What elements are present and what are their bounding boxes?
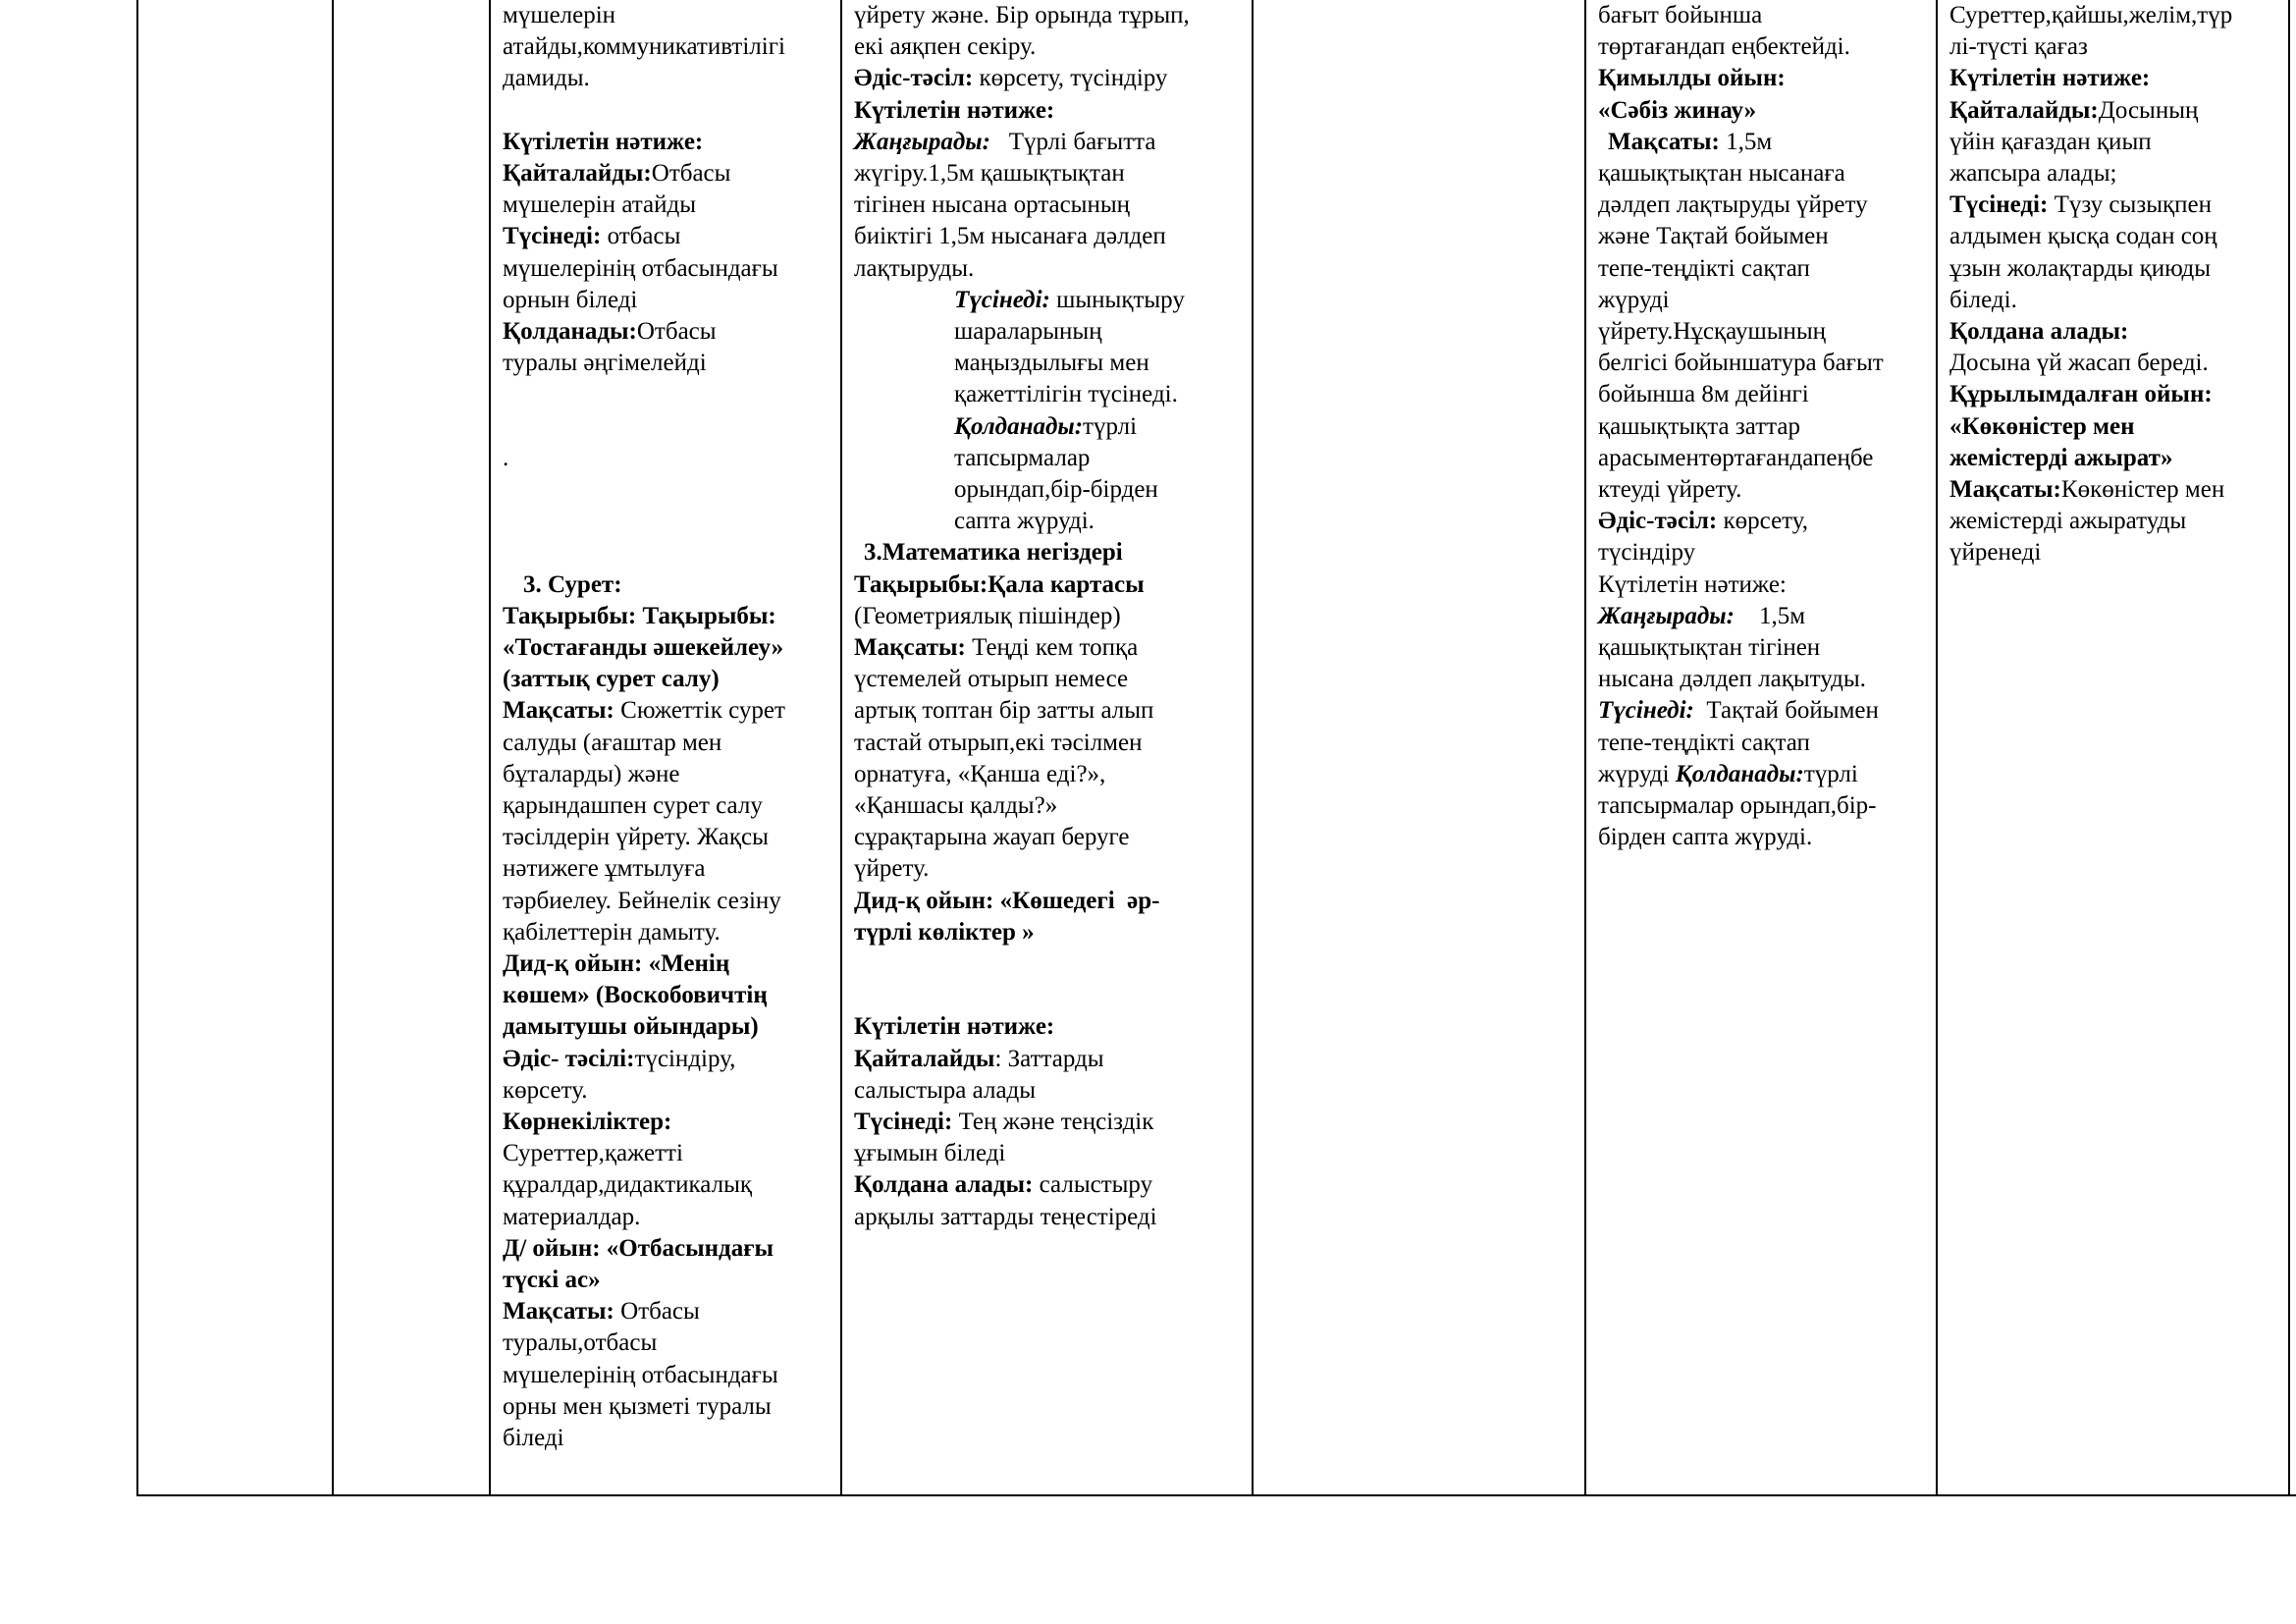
lesson-plan-table xyxy=(136,0,2296,1496)
understand-label: Түсінеді: xyxy=(854,1109,953,1136)
result-heading: Күтілетін нәтиже: xyxy=(854,96,1055,124)
text-line: ктеуді үйрету. xyxy=(1598,476,1742,504)
text-line: көрсету, xyxy=(1717,508,1809,535)
text-line: дәлдеп лақтыруды үйрету xyxy=(1598,191,1868,219)
text-line: бұталарды) және xyxy=(503,760,680,787)
understand-label: Түсінеді: xyxy=(954,286,1050,313)
method-label: Әдіс-тәсіл: xyxy=(1598,508,1718,535)
text-line: тастай отырып,екі тәсілмен xyxy=(854,729,1143,756)
text-line: үйренеді xyxy=(1949,539,2042,567)
text-line: мүшелерінің отбасындағы xyxy=(503,254,778,282)
text-line: үйін қағаздан қиып xyxy=(1949,128,2152,155)
text-line: төртағандап еңбектейді. xyxy=(1598,33,1850,61)
text-line: тәрбиелеу. Бейнелік сезіну xyxy=(503,887,781,914)
repeat-label: Қайталайды: xyxy=(1949,96,2099,124)
text-line: ұғымын біледі xyxy=(854,1140,1006,1167)
goal-label: Мақсаты: xyxy=(503,697,614,725)
text-line: артық топтан бір затты алып xyxy=(854,697,1154,725)
text-line: жапсыра алады; xyxy=(1949,160,2117,188)
text-line: (Геометриялық пішіндер) xyxy=(854,602,1121,629)
understand-label: Түсінеді: xyxy=(503,223,602,250)
text-line: бойынша 8м дейінгі xyxy=(1598,381,1809,408)
art-heading: 3. Сурет: xyxy=(523,570,622,598)
apply-label: Қолдана алады: xyxy=(854,1171,1034,1199)
goal-label: Мақсаты: xyxy=(503,1298,614,1326)
text-line: Тең және теңсіздік xyxy=(952,1109,1154,1136)
text-line: Дид-қ ойын: «Менің xyxy=(503,950,730,977)
text-line: мүшелерін xyxy=(503,2,616,28)
empty-cell-1 xyxy=(137,0,333,1495)
text-line: салыстыру xyxy=(1033,1171,1153,1199)
text-line: лі-түсті қағаз xyxy=(1949,33,2088,61)
text-line: лақтыруды. xyxy=(854,254,975,282)
text-line: нысана дәлдеп лақытуды. xyxy=(1598,666,1866,693)
text-line: Көкөністер мен xyxy=(2060,476,2225,504)
text-line: қашықтықта заттар xyxy=(1598,412,1800,440)
topic-label: Тақырыбы:Қала картасы xyxy=(854,570,1145,598)
text-line: құралдар,дидактикалық xyxy=(503,1171,753,1199)
empty-cell-8 xyxy=(2289,0,2296,1495)
repeat-label: Қайталайды xyxy=(854,1045,995,1072)
text-line: біледі. xyxy=(1949,286,2017,313)
text-line: қажеттілігін түсінеді. xyxy=(954,381,1178,408)
text-line: атайды,коммуникативтілігі xyxy=(503,33,785,61)
text-line: қарындашпен сурет салу xyxy=(503,791,763,819)
text-line: түскі ас» xyxy=(503,1267,601,1294)
apply-label: Қолдана алады: xyxy=(1949,318,2129,346)
result-heading: Күтілетін нәтиже: xyxy=(1598,570,1787,598)
text-line: «Көкөністер мен xyxy=(1949,412,2135,440)
result-heading: Күтілетін нәтиже: xyxy=(854,1013,1055,1041)
text-line: Отбасы xyxy=(636,318,717,346)
text-line: биіктігі 1,5м нысанаға дәлдеп xyxy=(854,223,1166,250)
text-line: түрлі көліктер » xyxy=(854,918,1035,946)
text-line: Теңді кем топқа xyxy=(965,634,1139,662)
text-line: бірден сапта жүруді. xyxy=(1598,824,1813,851)
text-line: 1,5м xyxy=(1734,602,1806,629)
game-label: Қимылды ойын: xyxy=(1598,65,1786,92)
text-line: көрсету, түсіндіру xyxy=(973,65,1168,92)
text-line: үстемелей отырып немесе xyxy=(854,666,1129,693)
text-line: түрлі xyxy=(1803,760,1858,787)
empty-cell-5 xyxy=(1253,0,1585,1495)
cell-movement-game xyxy=(1585,0,1937,1495)
text-line: Суреттер,қайшы,желім,түр xyxy=(1949,2,2233,28)
text-line: екі аяқпен секіру. xyxy=(854,33,1037,61)
text-line: орнатуға, «Қанша еді?», xyxy=(854,760,1106,787)
visual-label: Көрнекіліктер: xyxy=(503,1109,672,1136)
text-line: үйрету.Нұсқаушының xyxy=(1598,318,1827,346)
apply-label: Қолданады: xyxy=(503,318,637,346)
text-line: Досының xyxy=(2098,96,2199,124)
text-line: «Тостағанды әшекейлеу» xyxy=(503,633,784,661)
recall-label: Жаңғырады: xyxy=(854,128,990,155)
text-line: отбасы xyxy=(601,223,681,250)
text-line: жүгіру.1,5м қашықтықтан xyxy=(854,160,1125,188)
math-heading: 3.Математика негіздері xyxy=(864,539,1123,567)
text-line: 1,5м xyxy=(1719,128,1773,155)
dot-line: . xyxy=(503,444,509,471)
text-line: жүруді xyxy=(1598,760,1676,787)
text-line: шараларының xyxy=(954,318,1102,346)
method-label: Әдіс- тәсілі: xyxy=(503,1045,635,1072)
text-line: қашықтықтан тігінен xyxy=(1598,634,1821,662)
text-line: Досына үй жасап береді. xyxy=(1949,350,2209,377)
text-line: Отбасы xyxy=(651,160,731,187)
text-line: ұзын жолақтарды қиюды xyxy=(1949,254,2212,282)
cell-art-lesson xyxy=(490,0,841,1495)
text-line: (заттық сурет салу) xyxy=(503,666,720,693)
text-line: мүшелерін атайды xyxy=(503,191,696,219)
cell-math-lesson xyxy=(841,0,1253,1495)
text-line: қабілеттерін дамыту. xyxy=(503,918,721,946)
text-line: орны мен қызметі туралы xyxy=(503,1392,772,1420)
result-heading: Күтілетін нәтиже: xyxy=(1949,65,2151,92)
text-line: : Заттарды xyxy=(994,1045,1104,1072)
text-line: шынықтыру xyxy=(1049,286,1185,313)
understand-label: Түсінеді: xyxy=(1949,191,2049,219)
text-line: тапсырмалар орындап,бір- xyxy=(1598,792,1877,820)
text-line: материалдар. xyxy=(503,1203,641,1230)
text-line: орындап,бір-бірден xyxy=(954,476,1158,504)
text-line: салуды (ағаштар мен xyxy=(503,729,722,756)
cell-construction-lesson xyxy=(1937,0,2289,1495)
text-line: түрлі xyxy=(1083,412,1138,440)
text-line: сапта жүруді. xyxy=(954,508,1095,535)
text-line: дамытушы ойындары) xyxy=(503,1013,759,1041)
text-line: Түрлі бағытта xyxy=(989,128,1156,155)
text-line: Суреттер,қажетті xyxy=(503,1140,683,1167)
text-line: тігінен нысана ортасының xyxy=(854,191,1131,219)
text-line: Сюжеттік сурет xyxy=(614,697,785,725)
text-line: және Тақтай бойымен xyxy=(1598,223,1829,250)
text-line: көшем» (Воскобовичтің xyxy=(503,982,768,1009)
text-line: Д/ ойын: «Отбасындағы xyxy=(503,1234,774,1262)
text-line: туралы,отбасы xyxy=(503,1329,658,1357)
text-line: бағыт бойынша xyxy=(1598,2,1763,28)
text-line: тәсілдерін үйрету. Жақсы xyxy=(503,824,769,851)
text-line: тепе-теңдікті сақтап xyxy=(1598,254,1810,282)
text-line: салыстыра алады xyxy=(854,1076,1037,1104)
apply-label: Қолданады: xyxy=(1675,760,1804,787)
text-line: жемістерді ажыратуды xyxy=(1949,508,2187,535)
text-line: туралы әңгімелейді xyxy=(503,350,707,377)
text-line: орнын біледі xyxy=(503,286,638,313)
understand-label: Түсінеді: xyxy=(1598,697,1694,725)
text-line: дамиды. xyxy=(503,65,590,92)
goal-label: Мақсаты: xyxy=(854,634,966,662)
text-line: жемістерді ажырат» xyxy=(1949,444,2173,471)
text-line: Тақтай бойымен xyxy=(1693,697,1879,725)
text-line: көрсету. xyxy=(503,1076,588,1104)
text-line: Дид-қ ойын: «Көшедегі әр- xyxy=(854,887,1160,914)
text-line: арасыментөртағандапеңбе xyxy=(1598,444,1874,471)
text-line: белгісі бойыншатура бағыт xyxy=(1598,350,1884,377)
text-line: Түзу сызықпен xyxy=(2048,191,2212,219)
text-line: жүруді xyxy=(1598,286,1670,313)
text-line: тапсырмалар xyxy=(954,444,1091,471)
text-line: Отбасы xyxy=(614,1298,700,1326)
text-line: нәтижеге ұмтылуға xyxy=(503,855,706,883)
goal-label: Мақсаты: xyxy=(1608,128,1720,155)
text-line: Тақырыбы: Тақырыбы: xyxy=(503,602,776,629)
text-line: үйрету. xyxy=(854,855,930,883)
text-line: мүшелерінің отбасындағы xyxy=(503,1361,778,1388)
text-line: алдымен қысқа содан соң xyxy=(1949,223,2217,250)
text-line: тепе-теңдікті сақтап xyxy=(1598,729,1810,756)
repeat-label: Қайталайды: xyxy=(503,160,652,187)
game-name: «Сәбіз жинау» xyxy=(1598,96,1757,124)
result-heading: Күтілетін нәтиже: xyxy=(503,128,704,155)
text-line: арқылы заттарды теңестіреді xyxy=(854,1203,1157,1230)
text-line: біледі xyxy=(503,1425,564,1452)
text-line: қашықтықтан нысанаға xyxy=(1598,160,1845,188)
text-line: түсіндіру, xyxy=(634,1045,736,1072)
text-line: Құрылымдалған ойын: xyxy=(1949,381,2213,408)
text-line: сұрақтарына жауап беруге xyxy=(854,824,1130,851)
apply-label: Қолданады: xyxy=(954,412,1084,440)
empty-cell-2 xyxy=(333,0,490,1495)
text-line: «Қаншасы қалды?» xyxy=(854,792,1058,820)
recall-label: Жаңғырады: xyxy=(1598,602,1735,629)
goal-label: Мақсаты: xyxy=(1949,476,2061,504)
text-line: үйрету және. Бір орында тұрып, xyxy=(854,2,1190,28)
text-line: түсіндіру xyxy=(1598,539,1696,567)
table-row xyxy=(137,0,2296,1495)
method-label: Әдіс-тәсіл: xyxy=(854,65,974,92)
text-line: маңыздылығы мен xyxy=(954,350,1149,377)
